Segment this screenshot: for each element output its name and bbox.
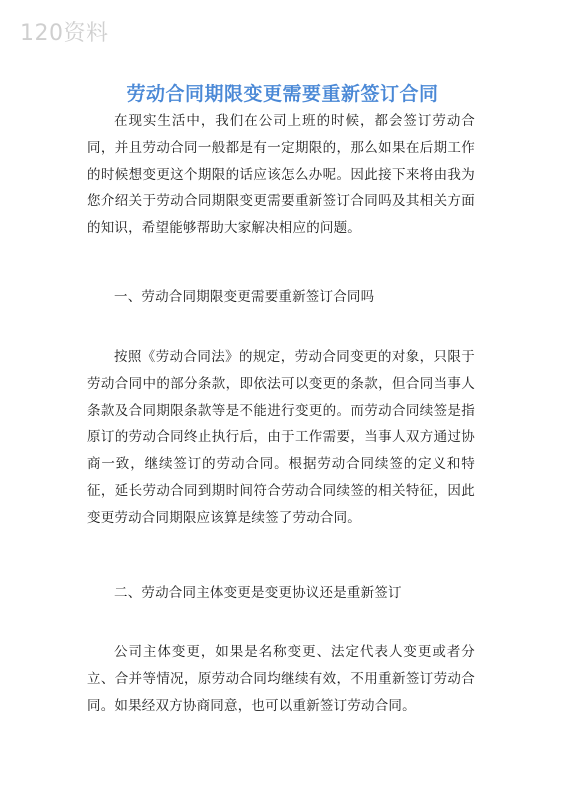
section-1-heading: 一、劳动合同期限变更需要重新签订合同吗 <box>114 289 375 305</box>
intro-paragraph: 在现实生活中，我们在公司上班的时候，都会签订劳动合同，并且劳动合同一般都是有一定期限的，那么如果在后期工作的时候想变更这个期限的话应该怎么办呢。因此接下来将由我为您介绍关于劳动合同期限变更需要重新签订合同吗及其相关方面的知识，希望能够帮助大家解决相应的问题。 <box>87 113 475 237</box>
watermark-logo: 120资料 <box>20 21 109 46</box>
section-2-paragraph: 公司主体变更，如果是名称变更、法定代表人变更或者分立、合并等情况，原劳动合同均继续有效，不用重新签订劳动合同。如果经双方协商同意，也可以重新签订劳动合同。 <box>87 644 475 714</box>
section-2-heading: 二、劳动合同主体变更是变更协议还是重新签订 <box>114 585 402 601</box>
section-1-paragraph: 按照《劳动合同法》的规定，劳动合同变更的对象，只限于劳动合同中的部分条款，即依法可以变更的条款，但合同当事人条款及合同期限条款等是不能进行变更的。而劳动合同续签是指原订的劳动合同终止执行后，由于工作需要，当事人双方通过协商一致，继续签订的劳动合同。根据劳动合同续签的定义和特征，延长劳动合同到期时间符合劳动合同续签的相关特征，因此变更劳动合同期限应该算是续签了劳动合同。 <box>87 349 475 526</box>
document-title: 劳动合同期限变更需要重新签订合同 <box>126 83 439 105</box>
